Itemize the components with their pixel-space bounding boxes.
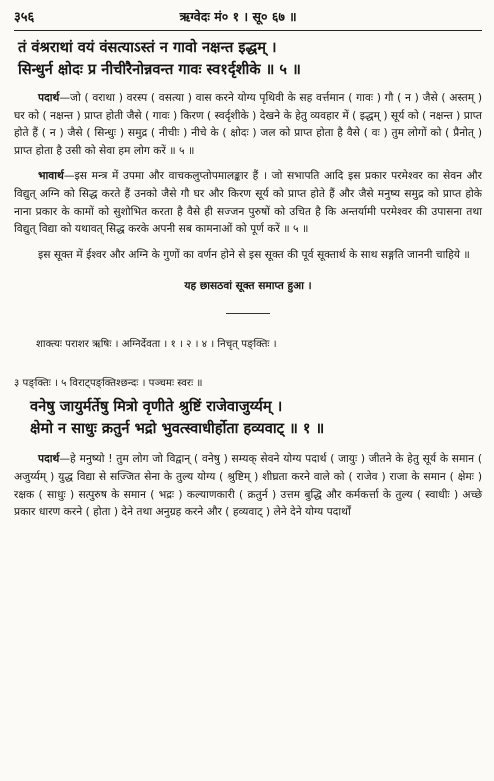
- padartha-5-text: —जो ( वराथा ) वरस्प ( वसत्या ) वास करने योग्य पृथिवी के सह वर्त्तमान ( गावः ) गौ ( न ) जैसे ( अस्तम् ) घर को ( नक्षन्त ) प्राप्त होती जैसे ( गावः ) किरण ( स्वर्दृशीके ) देखने के हेतु व्यवहार में ( इद्धम् ) सूर्य को ( नक्षन्त ) प्राप्त होते हैं ( न ) जैसे ( सिन्धुः ) समुद्र ( नीचीः ) नीचे के ( क्षोदः ) जल को प्राप्त होता है वैसे ( वः ) तुम लोगों को ( प्रैनोत् ) प्राप्त होता है उसी को सेवा हम लोग करें ॥ ५ ॥: [14, 91, 482, 157]
- padartha-label: पदार्थ: [38, 91, 60, 104]
- sukta-completion-note: यह छासठवां सूक्त समाप्त हुआ ।: [184, 280, 312, 293]
- mantra-5-line-1: तं वंश्रराथां वयं वंसत्याऽस्तं न गावो नक्षन्त इद्धम् ।: [18, 39, 277, 56]
- header-rule: [14, 30, 482, 31]
- mantra-5-line-2: सिन्धुर्न क्षोदः प्र नीचीरैनोन्नवन्त गावः स्व१र्दृशीके ॥ ५ ॥: [18, 61, 301, 78]
- bhavartha-5-paragraph: [14, 167, 482, 237]
- sukta-meta-line-2: ३ पङ्क्तिः । ५ विराट्पङ्क्तिश्छन्दः । पञ्चमः स्वरः ॥: [14, 378, 203, 390]
- sukta-summary-paragraph: इस सूक्त में ईश्वर और अग्नि के गुणों का वर्णन होने से इस सूक्त की पूर्व सूक्तार्थ के साथ सङ्गति जाननी चाहिये ॥: [38, 247, 470, 261]
- padartha-label: पदार्थ: [38, 452, 60, 466]
- page-header: [14, 6, 482, 28]
- mantra-1-line-1: वनेषु जायुर्मर्तेषु मित्रो वृणीते श्रुष्टिं राजेवाजुर्य्यम् ।: [30, 398, 283, 416]
- padartha-5-paragraph: [14, 89, 482, 159]
- document-page: [14, 6, 482, 776]
- bhavartha-5-text: —इस मन्त्र में उपमा और वाचकलुप्तोपमालङ्कार हैं । जो सभापति आदि इस प्रकार परमेश्वर का सेवन और विद्युत् अग्नि को सिद्ध करते हैं उनको जैसे गौ घर और किरण सूर्य को प्राप्त होते हैं और जैसे मनुष्य समुद्र को प्राप्त होके नाना प्रकार के कामों को सुशोभित करता है वैसे ही सज्जन पुरुषों को उचित है कि अन्तर्यामी परमेश्वर की उपासना तथा विद्युत् विद्या को यथावत् सिद्ध करके अपनी सब कामनाओं को पूर्ण करें ॥ ५ ॥: [14, 169, 482, 236]
- bhavartha-label: भावार्थ: [38, 169, 64, 183]
- section-separator: [226, 313, 270, 314]
- page-number: ३५६: [14, 10, 35, 25]
- padartha-1-paragraph: [14, 450, 482, 520]
- padartha-1-text: —हे मनुष्यो ! तुम लोग जो विद्वान् ( वनेषु ) सम्यक् सेवने योग्य पदार्थ ( जायुः ) जीतने के हेतु सूर्य के समान ( अजुर्य्यम् ) युद्ध विद्या से सज्जित सेना के तुल्य योग्य ( श्रुष्टिम् ) शीघ्रता करने वाले को ( राजेव ) राजा के समान ( क्षेमः ) रक्षक ( साधुः ) सत्पुरुष के समान ( भद्रः ) कल्याणकारी ( क्रतुर्न ) उत्तम बुद्धि और कर्मकर्त्ता के तुल्य ( स्वाधीः ) अच्छे प्रकार धारण करने ( होता ) देने तथा अनुग्रह करने और ( हव्यवाट् ) लेने देने योग्य पदार्थों: [14, 452, 482, 519]
- mantra-1-line-2: क्षेमो न साधुः क्रतुर्न भद्रो भुवत्स्वाधीर्होता हव्यवाट् ॥ १ ॥: [30, 420, 325, 438]
- sukta-meta-line-1: शाक्त्यः पराशर ऋषिः । अग्निर्देवता । १ । २ । ४ । निचृत् पङ्क्तिः ।: [36, 339, 277, 351]
- running-reference: ऋग्वेदः मं० १ । सू० ६७ ॥: [179, 9, 297, 24]
